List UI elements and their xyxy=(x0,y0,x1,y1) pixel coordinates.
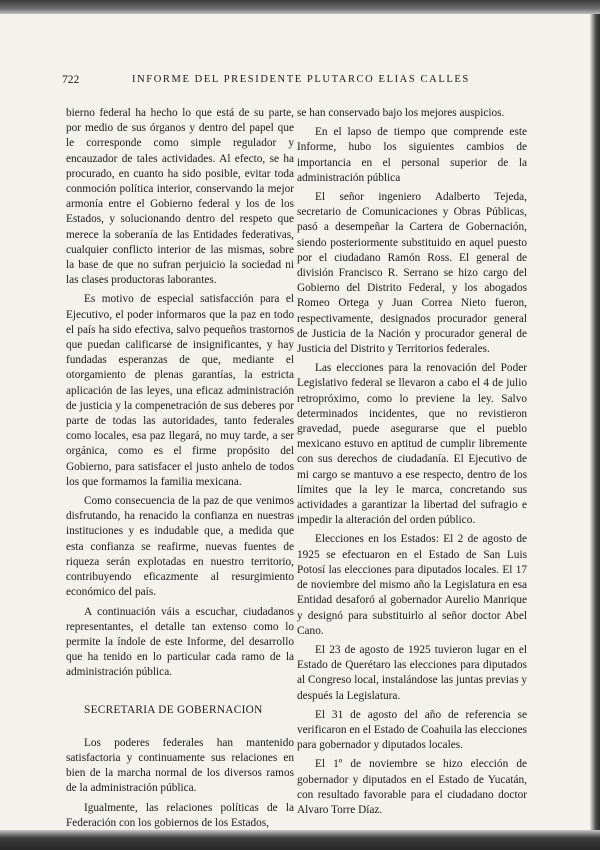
paragraph: bierno federal ha hecho lo que está de su parte, por medio de sus órganos y dentro del papel que le corresponde como simple regulador y encauzador de tales actividades. Al efecto, se ha procurado, en cuanto ha sido posible, evitar toda conmoción política interior, conservando la mejor armonía entre el Gobierno federal y los de los Estados, y solucionando dentro del respeto que merece la soberanía de las Entidades federativas, cualquier conflicto interior de las mismas, sobre la base de que no sufran perjuicio la sociedad ni las clases productoras laborantes. xyxy=(66,107,294,287)
scan-top-edge xyxy=(0,0,600,14)
right-column xyxy=(297,106,527,818)
section-heading: SECRETARIA DE GOBERNACION xyxy=(84,703,263,716)
paragraph: El 23 de agosto de 1925 tuvieron lugar en el Estado de Querétaro las elecciones para diputados al Congreso local, instalándose las juntas previas y después la Legislatura. xyxy=(297,643,527,702)
paragraph: Igualmente, las relaciones políticas de la Federación con los gobiernos de los Estados, xyxy=(66,801,294,829)
left-column xyxy=(66,106,294,831)
paragraph: El señor ingeniero Adalberto Tejeda, secretario de Comunicaciones y Obras Públicas, pasó a desempeñar la Cartera de Gobernación, siendo posteriormente substituido en aquel puesto por el ciudadano Ramón Ross. El general de división Francisco R. Serrano se hizo cargo del Gobierno del Distrito Federal, y los abogados Romeo Ortega y Juan Correa Nieto fueron, respectivamente, designados procurador general de Justicia de la Nación y procurador general de Justicia del Distrito y Territorios federales. xyxy=(297,191,527,356)
paragraph: El 1º de noviembre se hizo elección de gobernador y diputados en el Estado de Yucatán, con resultado favorable para el ciudadano doctor Alvaro Torre Díaz. xyxy=(297,758,527,816)
paragraph: Los poderes federales han mantenido satisfactoria y continuamente sus relaciones en bien de la marcha normal de los diversos ramos de la administración pública. xyxy=(66,736,294,795)
scan-right-edge xyxy=(590,14,600,830)
running-title: INFORME DEL PRESIDENTE PLUTARCO ELIAS CALLES xyxy=(132,74,470,85)
page-header xyxy=(62,74,550,90)
paragraph: Elecciones en los Estados: El 2 de agosto de 1925 se efectuaron en el Estado de San Luis Potosí las elecciones para diputados locales. El 17 de noviembre del mismo año la Legislatura en esa Entidad desaforó al gobernador Aurelio Manrique y designó para substituirlo al señor doctor Abel Cano. xyxy=(297,533,527,637)
page-number: 722 xyxy=(62,74,80,86)
scan-bottom-edge xyxy=(0,830,600,850)
paragraph: En el lapso de tiempo que comprende este Informe, hubo los siguientes cambios de importancia en el personal superior de la administración pública xyxy=(297,126,527,184)
paragraph: se han conservado bajo los mejores auspicios. xyxy=(297,107,505,119)
paragraph: A continuación váis a escuchar, ciudadanos representantes, el detalle tan extenso como lo permite la índole de este Informe, del desarrollo que ha tenido en lo particular cada ramo de la administración pública. xyxy=(66,605,294,679)
paragraph: El 31 de agosto del año de referencia se verificaron en el Estado de Coahuila las elecciones para gobernador y diputados locales. xyxy=(297,708,527,752)
paragraph: Es motivo de especial satisfacción para el Ejecutivo, el poder informaros que la paz en todo el país ha sido efectiva, salvo pequeños trastornos que puedan calificarse de insignificantes, y hay fundadas esperanzas de que, mediante el otorgamiento de plenas garantías, la estricta aplicación de las leyes, una eficaz administración de justicia y la compenetración de sus deberes por parte de todas las autoridades, tanto federales como locales, esa paz llegará, no muy tarde, a ser orgánica, como es el firme propósito del Gobierno, para satisfacer el justo anhelo de todos los que formamos la familia mexicana. xyxy=(66,293,294,488)
paragraph: Como consecuencia de la paz de que venimos disfrutando, ha renacido la confianza en nuestras instituciones y es indudable que, a medida que esta confianza se reafirme, nuevas fuentes de riqueza serán explotadas en nuestro territorio, contribuyendo eficazmente al resurgimiento económico del país. xyxy=(66,495,294,599)
paragraph: Las elecciones para la renovación del Poder Legislativo federal se llevaron a cabo el 4 de julio retropróximo, como lo previene la ley. Salvo determinados incidentes, que no revistieron gravedad, puede asegurarse que el pueblo mexicano estuvo en aptitud de cumplir libremente con sus derechos de ciudadanía. El Ejecutivo de mi cargo se mantuvo a ese respecto, dentro de los límites que la ley le marca, concretando sus actividades a garantizar la libertad del sufragio e impedir la alteración del orden público. xyxy=(297,362,527,527)
